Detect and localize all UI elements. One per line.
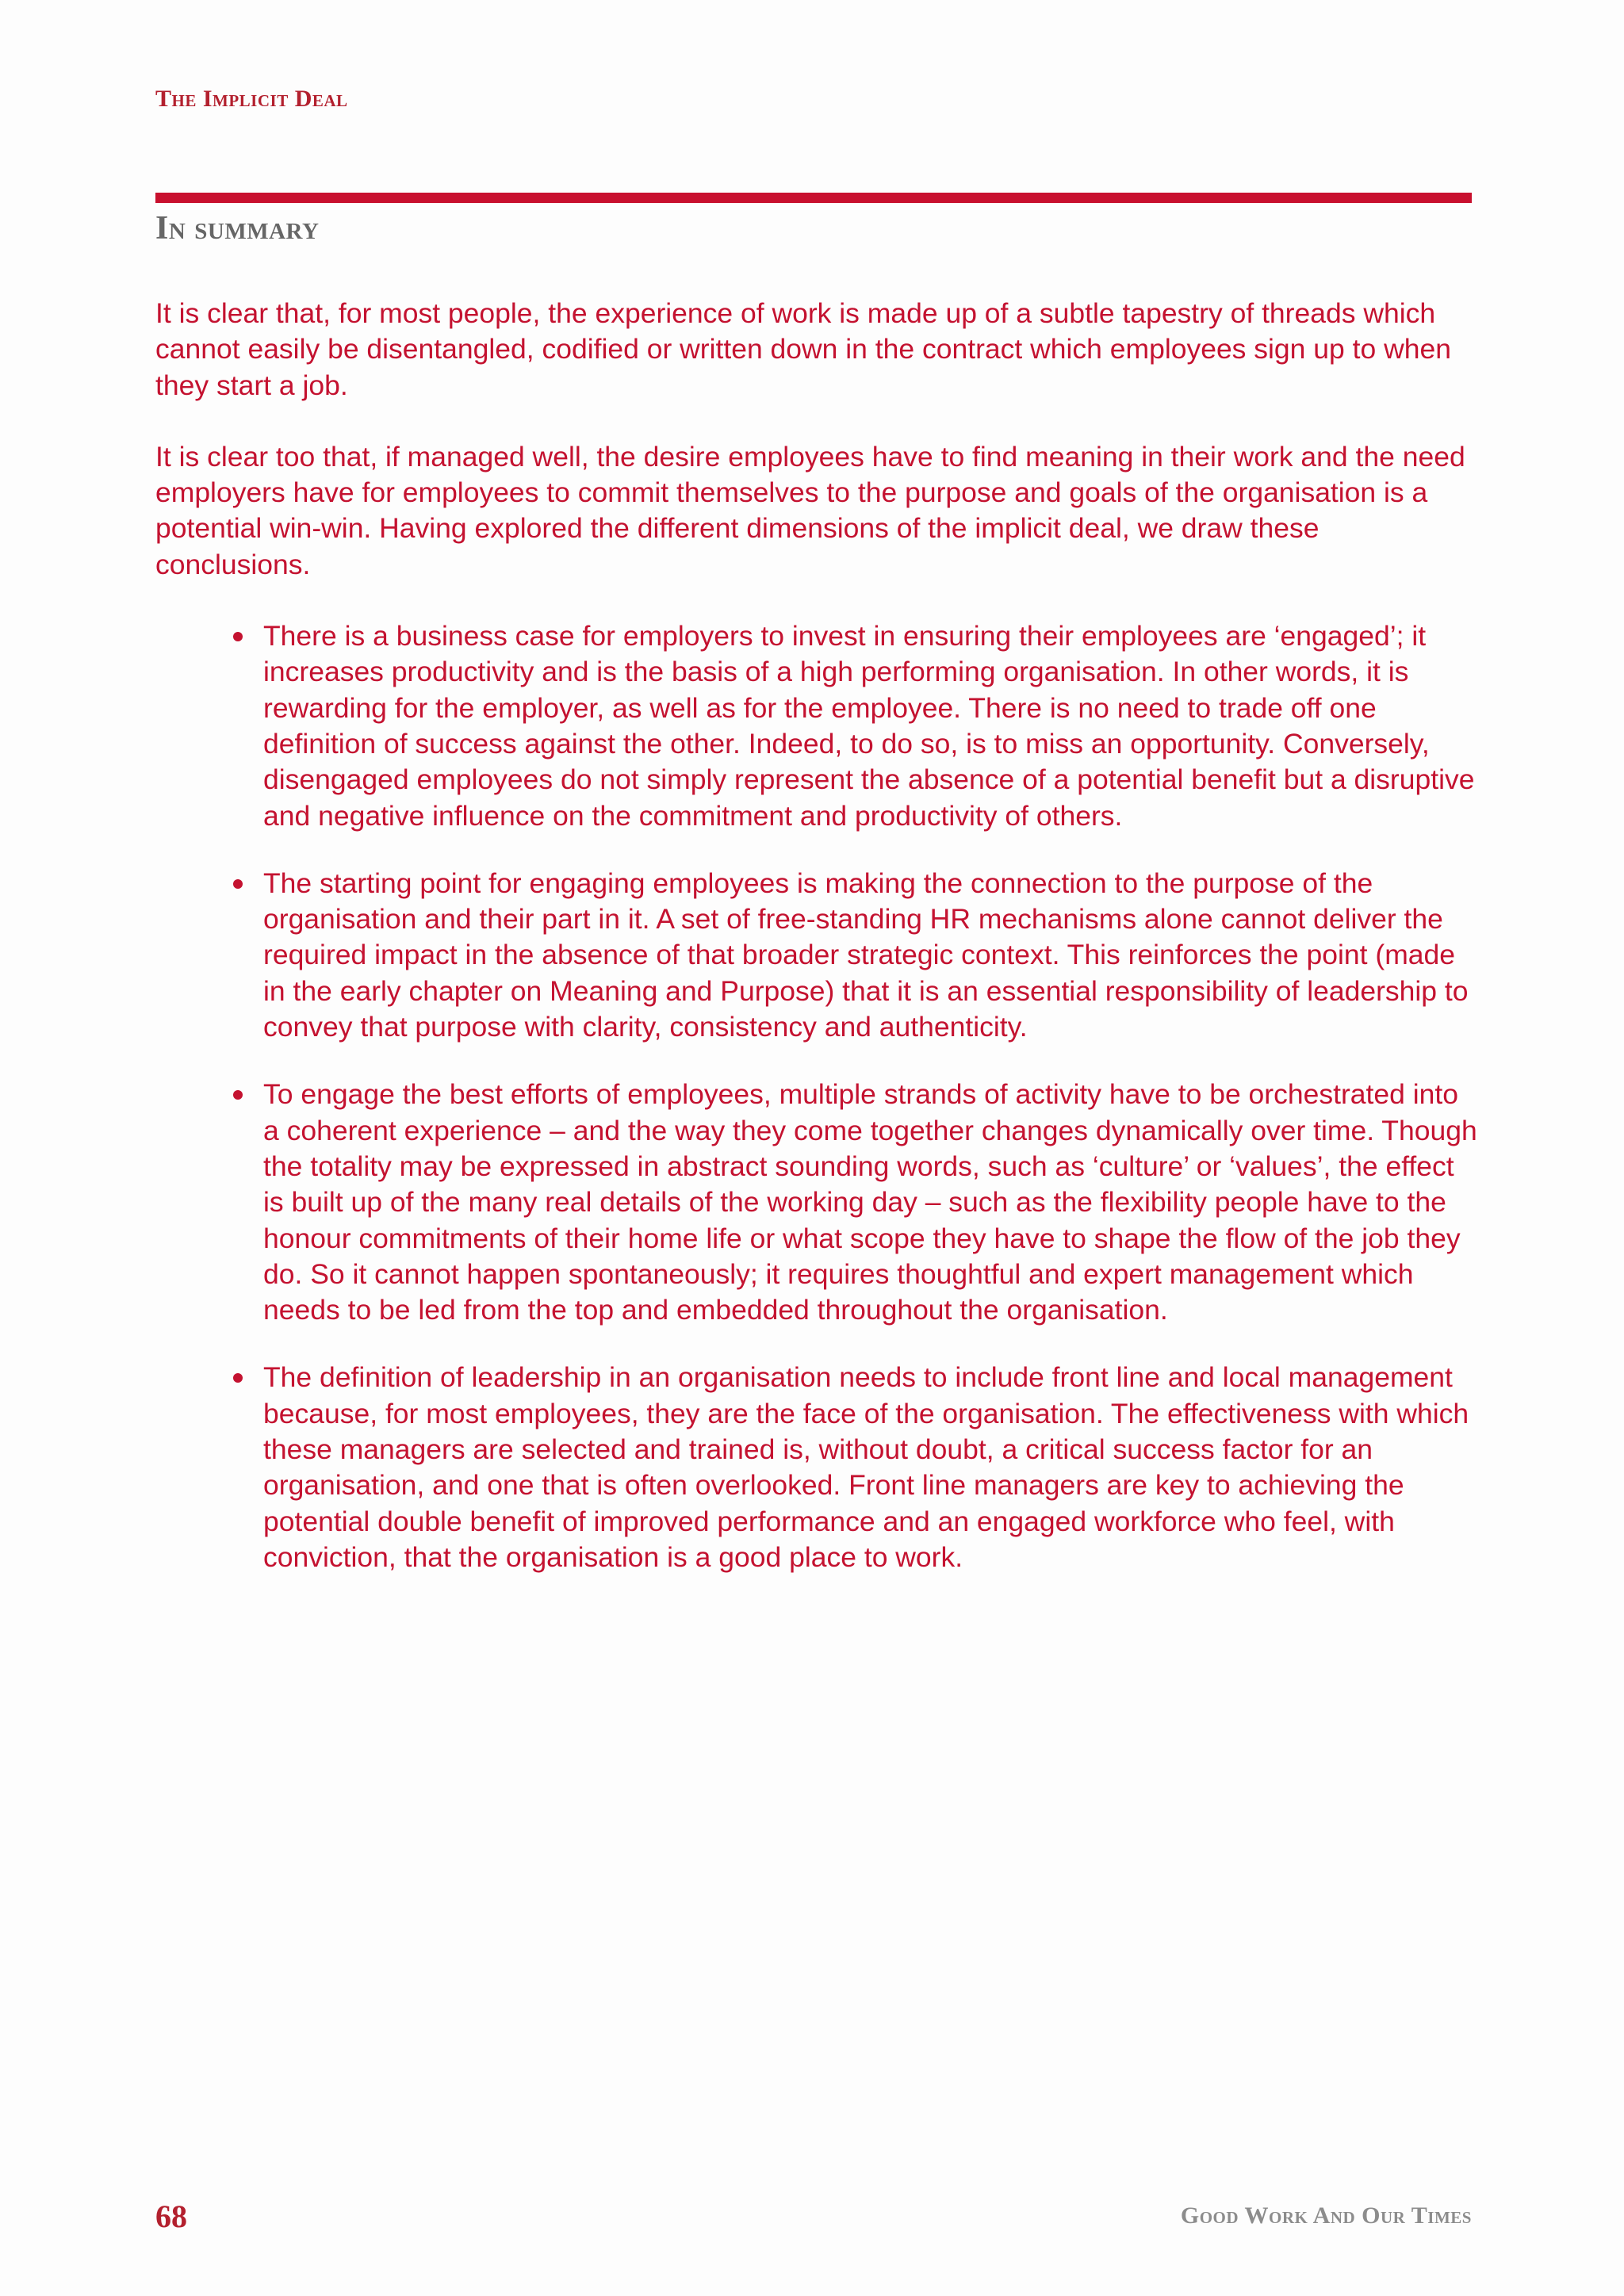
conclusions-list: [155, 618, 1480, 1575]
list-item-text: The definition of leadership in an organisation needs to include front line and local management because, for most employees, they are the face of the organisation. The effectiveness with which these managers are selected and trained is, without doubt, a critical success factor for an organisation, and one that is often overlooked. Front line managers are key to achieving the potential double benefit of improved performance and an engaged workforce who feel, with conviction, that the organisation is a good place to work.: [263, 1361, 1469, 1573]
section-rule: [155, 193, 1472, 203]
list-item: [263, 1077, 1480, 1328]
list-item: [263, 1360, 1480, 1575]
bullet-icon: [233, 632, 243, 641]
body-text: [155, 296, 1480, 1607]
page-number: 68: [155, 2198, 187, 2234]
list-item-text: There is a business case for employers to invest in ensuring their employees are ‘engaged’; it increases productivity and is the basis of a high performing organisation. In other words, it is rewarding for the employer, as well as for the employee. There is no need to trade off one definition of success against the other. Indeed, to do so, is to miss an opportunity. Conversely, disengaged employees do not simply represent the absence of a potential benefit but a disruptive and negative influence on the commitment and productivity of others.: [263, 620, 1475, 832]
bullet-icon: [233, 1090, 243, 1100]
list-item-text: To engage the best efforts of employees, multiple strands of activity have to be orchestrated into a coherent experience – and the way they come together changes dynamically over time. Though the totality may be expressed in abstract sounding words, such as ‘culture’ or ‘values’, the effect is built up of the many real details of the working day – such as the flexibility people have to the honour commitments of their home life or what scope they have to shape the flow of the job they do. So it cannot happen spontaneously; it requires thoughtful and expert management which needs to be led from the top and embedded throughout the organisation.: [263, 1078, 1477, 1326]
list-item: [263, 618, 1480, 834]
list-item-text: The starting point for engaging employees is making the connection to the purpose of the organisation and their part in it. A set of free-standing HR mechanisms alone cannot deliver the required impact in the absence of that broader strategic context. This reinforces the point (made in the early chapter on Meaning and Purpose) that it is an essential responsibility of leadership to convey that purpose with clarity, consistency and authenticity.: [263, 867, 1469, 1043]
section-heading: In summary: [155, 210, 320, 247]
running-footer: Good Work And Our Times: [1180, 2202, 1472, 2229]
list-item: [263, 866, 1480, 1045]
paragraph: It is clear too that, if managed well, the desire employees have to find meaning in their work and the need employers have for employees to commit themselves to the purpose and goals of the organisation is a potential win-win. Having explored the different dimensions of the implicit deal, we draw these conclusions.: [155, 440, 1465, 580]
bullet-icon: [233, 879, 243, 889]
paragraph: It is clear that, for most people, the experience of work is made up of a subtle tapestry of threads which cannot easily be disentangled, codified or written down in the contract which employees sign up to when they start a job.: [155, 297, 1451, 401]
bullet-icon: [233, 1373, 243, 1383]
running-header: The Implicit Deal: [155, 86, 348, 112]
